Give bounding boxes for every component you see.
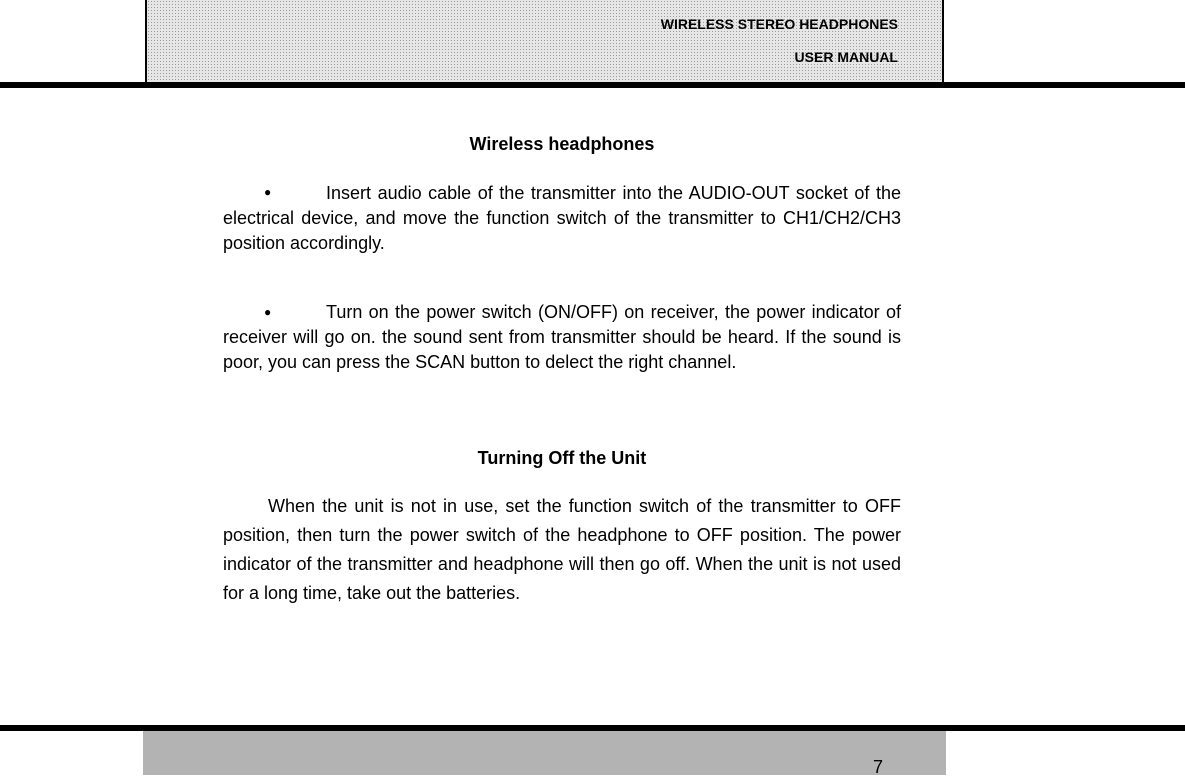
- header-banner: [145, 0, 944, 82]
- manual-subtitle: USER MANUAL: [794, 49, 898, 65]
- section-heading-wireless: Wireless headphones: [469, 134, 655, 154]
- manual-title: WIRELESS STEREO HEADPHONES: [660, 16, 898, 32]
- footer-bar: [143, 731, 946, 775]
- bullet-dot-icon: ●: [264, 185, 272, 199]
- turning-off-paragraph: When the unit is not in use, set the function switch of the transmitter to OFF position, then turn the power switch of the headphone to OFF position. The power indicator of the transmitter and headphone will then go off. When the unit is not used for a long time, take out the batteries.: [223, 496, 901, 603]
- section-heading-turning-off: Turning Off the Unit: [477, 448, 647, 468]
- page-number: 7: [873, 757, 884, 777]
- bullet-paragraph-insert-cable: Insert audio cable of the transmitter into the AUDIO-OUT socket of the electrical device, and move the function switch of the transmitter to CH1/CH2/CH3 position accordingly.: [223, 183, 901, 253]
- bullet-dot-icon: ●: [264, 305, 272, 319]
- header-divider: [0, 82, 1185, 88]
- bullet-paragraph-power-on: Turn on the power switch (ON/OFF) on receiver, the power indicator of receiver will go on. the sound sent from transmitter should be heard. If the sound is poor, you can press the SCAN button to delect the right channel.: [223, 302, 901, 372]
